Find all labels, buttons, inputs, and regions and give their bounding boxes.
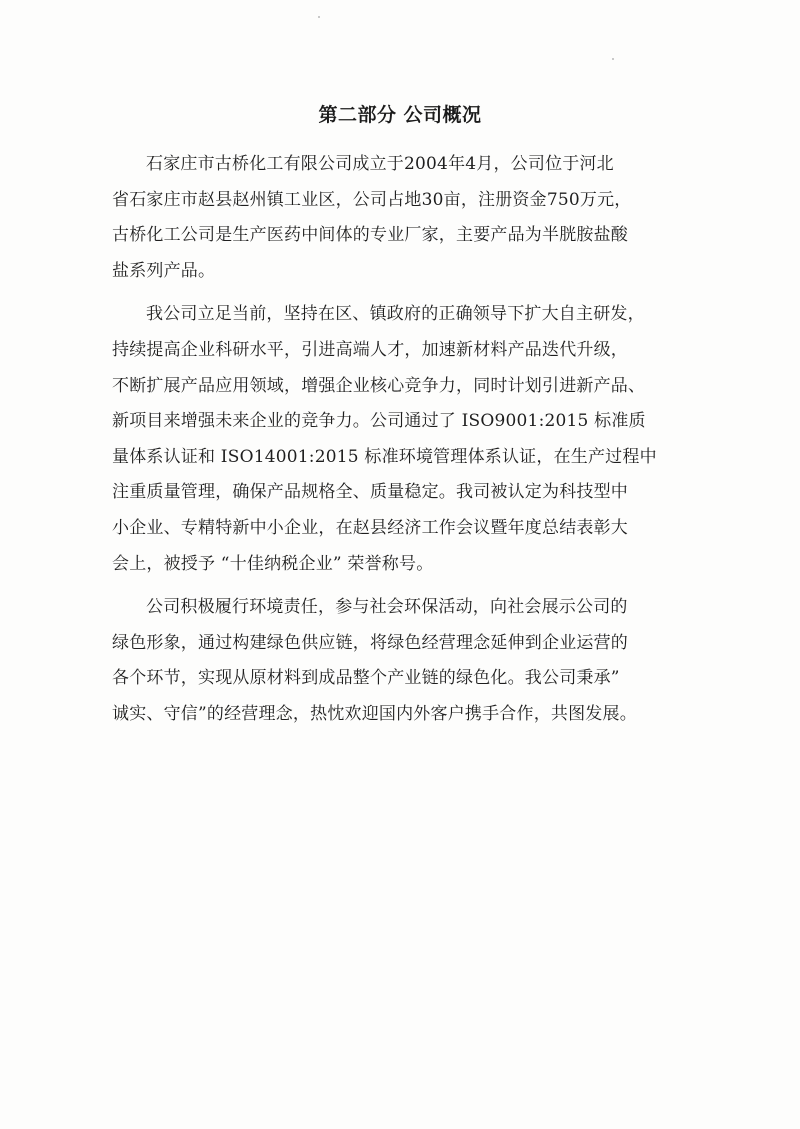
text-line: 盐系列产品。 <box>112 260 216 281</box>
paragraph-environment-commitment <box>112 590 708 732</box>
text-line: 诚实、守信”的经营理念，热忱欢迎国内外客户携手合作，共图发展。 <box>112 703 637 724</box>
text-line: 会上，被授予 “十佳纳税企业” 荣誉称号。 <box>112 553 434 574</box>
text-line: 省石家庄市赵县赵州镇工业区，公司占地30亩，注册资金750万元， <box>112 189 632 210</box>
text-line: 小企业、专精特新中小企业，在赵县经济工作会议暨年度总结表彰大 <box>112 517 628 538</box>
text-line: 绿色形象，通过构建绿色供应链，将绿色经营理念延伸到企业运营的 <box>112 632 628 653</box>
text-line: 注重质量管理，确保产品规格全、质量稳定。我司被认定为科技型中 <box>112 482 628 503</box>
text-line: 石家庄市古桥化工有限公司成立于2004年4月，公司位于河北 <box>146 154 614 174</box>
text-line: 各个环节，实现从原材料到成品整个产业链的绿色化。我公司秉承” <box>112 668 620 689</box>
paragraph-company-founding <box>112 147 708 289</box>
text-line: 持续提高企业科研水平，引进高端人才，加速新材料产品迭代升级， <box>112 339 628 360</box>
text-line: 古桥化工公司是生产医药中间体的专业厂家，主要产品为半胱胺盐酸 <box>112 225 628 246</box>
scan-speck <box>612 58 614 60</box>
text-line: 公司积极履行环境责任，参与社会环保活动，向社会展示公司的 <box>146 597 628 618</box>
document-title: 第二部分 公司概况 <box>318 104 482 126</box>
text-line: 我公司立足当前，坚持在区、镇政府的正确领导下扩大自主研发， <box>146 304 645 325</box>
text-line: 量体系认证和 ISO14001:2015 标准环境管理体系认证，在生产过程中 <box>112 446 657 467</box>
paragraph-research-certification <box>112 297 708 582</box>
text-line: 新项目来增强未来企业的竞争力。公司通过了 ISO9001:2015 标准质 <box>112 411 646 432</box>
document-body <box>112 147 708 741</box>
text-line: 不断扩展产品应用领域，增强企业核心竞争力，同时计划引进新产品、 <box>112 375 646 396</box>
scan-speck <box>318 16 320 18</box>
